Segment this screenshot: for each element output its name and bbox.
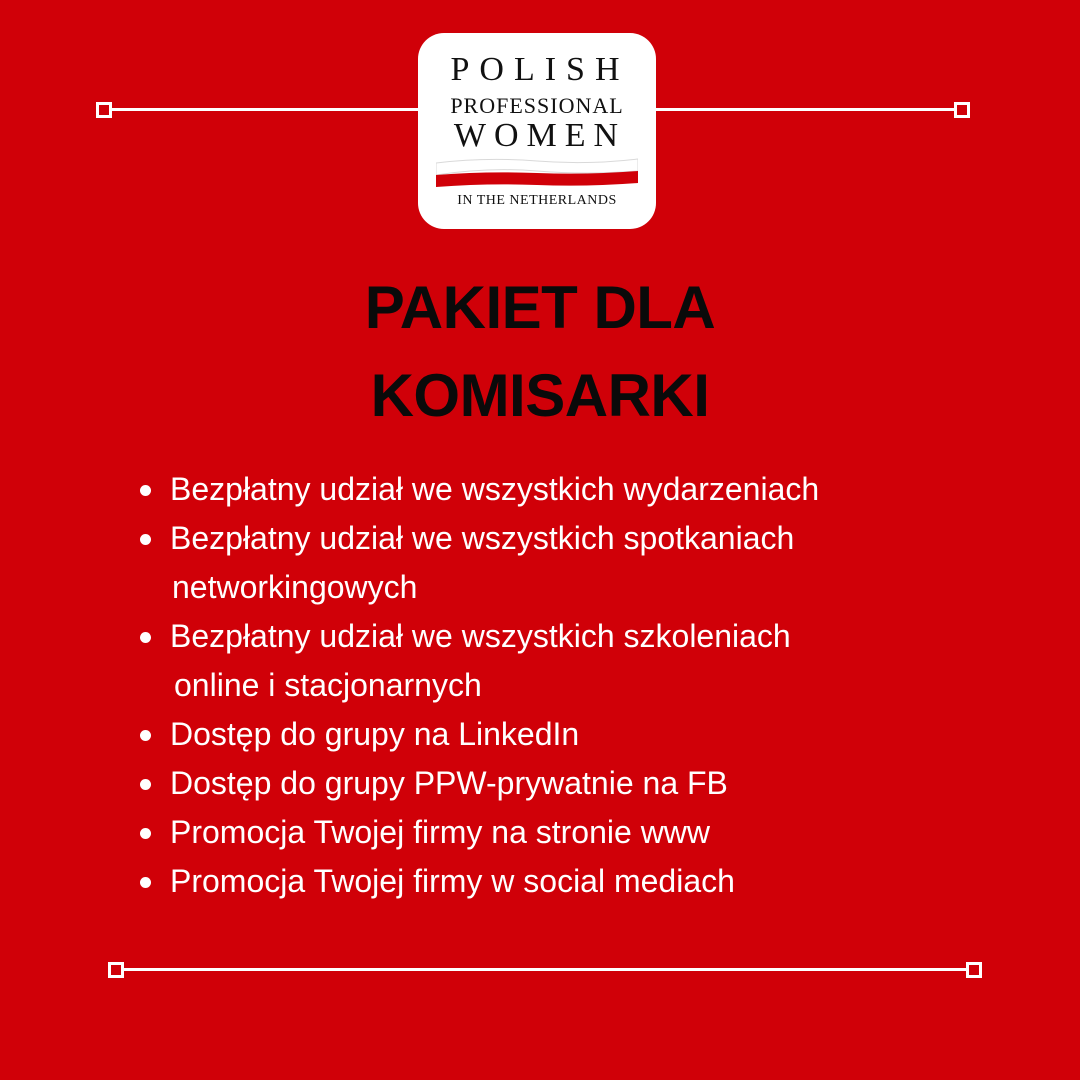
list-item xyxy=(140,808,1040,857)
list-item xyxy=(140,514,1040,612)
page-title-line-1: PAKIET DLA xyxy=(364,274,716,341)
polish-flag-icon xyxy=(436,157,638,191)
bottom-divider-right-cap xyxy=(966,962,982,978)
bullet-icon xyxy=(140,632,151,643)
list-item xyxy=(140,710,1040,759)
list-item-text: Dostęp do grupy na LinkedIn xyxy=(170,716,580,752)
top-divider-left xyxy=(108,108,420,111)
list-item-text: Promocja Twojej firmy na stronie www xyxy=(170,814,711,850)
bullet-icon xyxy=(140,730,151,741)
benefits-list xyxy=(140,465,1040,906)
top-divider-right xyxy=(656,108,956,111)
list-item xyxy=(140,857,1040,906)
bullet-icon xyxy=(140,877,151,888)
list-item-text-continued: online i stacjonarnych xyxy=(174,667,482,703)
top-divider-right-cap xyxy=(954,102,970,118)
list-item xyxy=(140,612,1040,710)
logo-text-women: WOMEN xyxy=(453,117,627,154)
list-item-text-continued: networkingowych xyxy=(172,569,418,605)
list-item-text: Bezpłatny udział we wszystkich spotkaniach xyxy=(170,520,795,556)
bullet-icon xyxy=(140,485,151,496)
bullet-icon xyxy=(140,779,151,790)
ppw-logo xyxy=(418,33,656,229)
bullet-icon xyxy=(140,534,151,545)
top-divider-left-cap xyxy=(96,102,112,118)
bullet-icon xyxy=(140,828,151,839)
list-item xyxy=(140,759,1040,808)
logo-text-netherlands: IN THE NETHERLANDS xyxy=(457,193,617,208)
list-item-text: Bezpłatny udział we wszystkich szkoleniach xyxy=(170,618,791,654)
bottom-divider xyxy=(118,968,974,971)
page-title-line-2: KOMISARKI xyxy=(370,362,710,429)
list-item-text: Bezpłatny udział we wszystkich wydarzeniach xyxy=(170,471,820,507)
logo-text-polish: POLISH xyxy=(450,51,630,88)
list-item-text: Dostęp do grupy PPW-prywatnie na FB xyxy=(170,765,728,801)
bottom-divider-left-cap xyxy=(108,962,124,978)
list-item-text: Promocja Twojej firmy w social mediach xyxy=(170,863,735,899)
list-item xyxy=(140,465,1040,514)
logo-text-professional: PROFESSIONAL xyxy=(450,93,624,118)
